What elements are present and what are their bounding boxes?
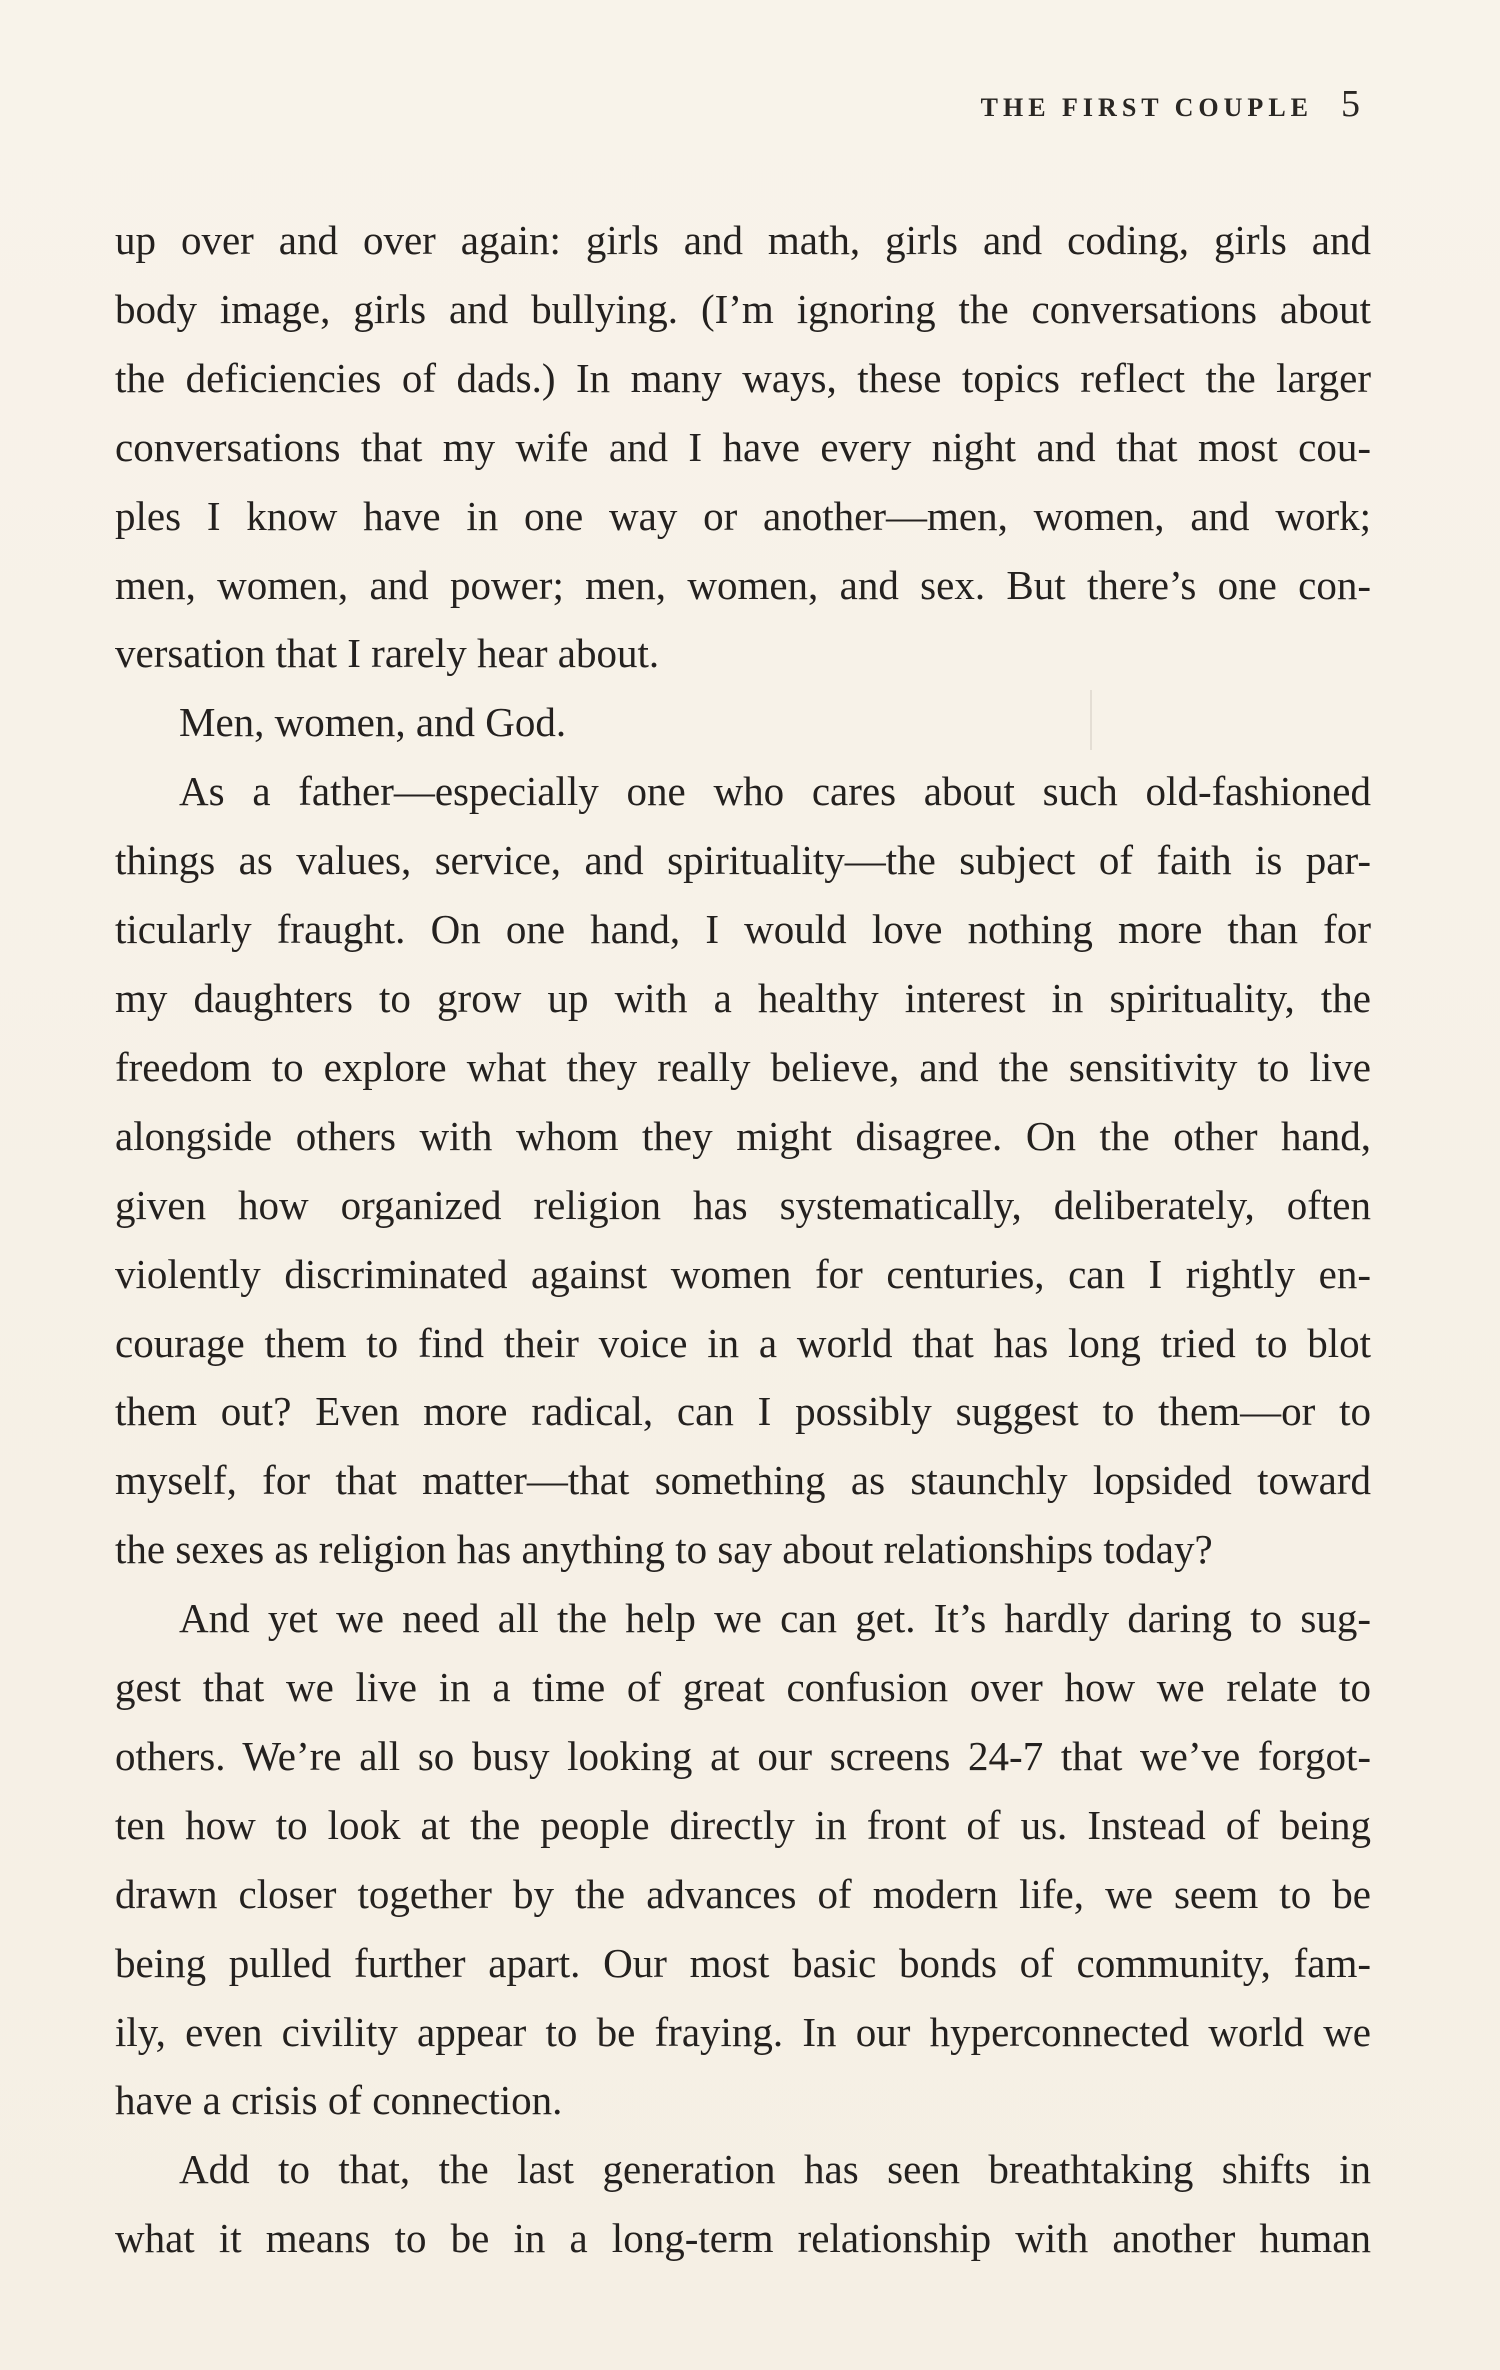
text-line: others. We’re all so busy looking at our screens 24-7 that we’ve forgot- — [115, 1732, 1371, 1779]
running-title: THE FIRST COUPLE — [980, 93, 1313, 122]
running-head — [981, 82, 1360, 126]
text-line: them out? Even more radical, can I possibly suggest to them—or to — [115, 1388, 1371, 1435]
text-line: ten how to look at the people directly in front of us. Instead of being — [115, 1801, 1371, 1848]
text-line: Add to that, the last generation has seen breathtaking shifts in — [179, 2146, 1371, 2193]
text-line: myself, for that matter—that something as staunchly lopsided toward — [115, 1457, 1371, 1504]
text-line: gest that we live in a time of great confusion over how we relate to — [115, 1664, 1371, 1711]
text-line: body image, girls and bullying. (I’m ignoring the conversations about — [115, 285, 1371, 332]
text-line: conversations that my wife and I have every night and that most cou- — [115, 423, 1371, 470]
text-line: courage them to find their voice in a world that has long tried to blot — [115, 1319, 1371, 1366]
text-line: versation that I rarely hear about. — [115, 630, 660, 677]
text-line: alongside others with whom they might disagree. On the other hand, — [115, 1112, 1371, 1159]
text-line: Men, women, and God. — [179, 699, 567, 746]
text-line: being pulled further apart. Our most basic bonds of community, fam- — [115, 1939, 1371, 1986]
text-line: ples I know have in one way or another—men, women, and work; — [115, 492, 1371, 539]
text-line: up over and over again: girls and math, girls and coding, girls and — [115, 217, 1371, 263]
page-number: 5 — [1341, 83, 1360, 125]
text-line: my daughters to grow up with a healthy interest in spirituality, the — [115, 974, 1371, 1021]
text-line: have a crisis of connection. — [115, 2077, 563, 2124]
text-line: given how organized religion has systematically, deliberately, often — [115, 1181, 1371, 1228]
text-line: violently discriminated against women for centuries, can I rightly en- — [115, 1250, 1371, 1297]
text-line: As a father—especially one who cares about such old-fashioned — [179, 768, 1371, 815]
text-line: the sexes as religion has anything to say about relationships today? — [115, 1526, 1213, 1573]
text-line: things as values, service, and spirituality—the subject of faith is par- — [115, 837, 1371, 884]
text-line: what it means to be in a long-term relationship with another human — [115, 2215, 1371, 2262]
text-line: ily, even civility appear to be fraying. In our hyperconnected world we — [115, 2008, 1371, 2055]
text-line: And yet we need all the help we can get. It’s hardly daring to sug- — [179, 1595, 1371, 1642]
text-line: men, women, and power; men, women, and sex. But there’s one con- — [115, 561, 1371, 608]
body-text — [115, 206, 1371, 2273]
text-line: drawn closer together by the advances of modern life, we seem to be — [115, 1870, 1371, 1917]
text-line: ticularly fraught. On one hand, I would love nothing more than for — [115, 906, 1371, 953]
text-line: freedom to explore what they really believe, and the sensitivity to live — [115, 1043, 1371, 1090]
text-line: the deficiencies of dads.) In many ways, these topics reflect the larger — [115, 354, 1371, 401]
